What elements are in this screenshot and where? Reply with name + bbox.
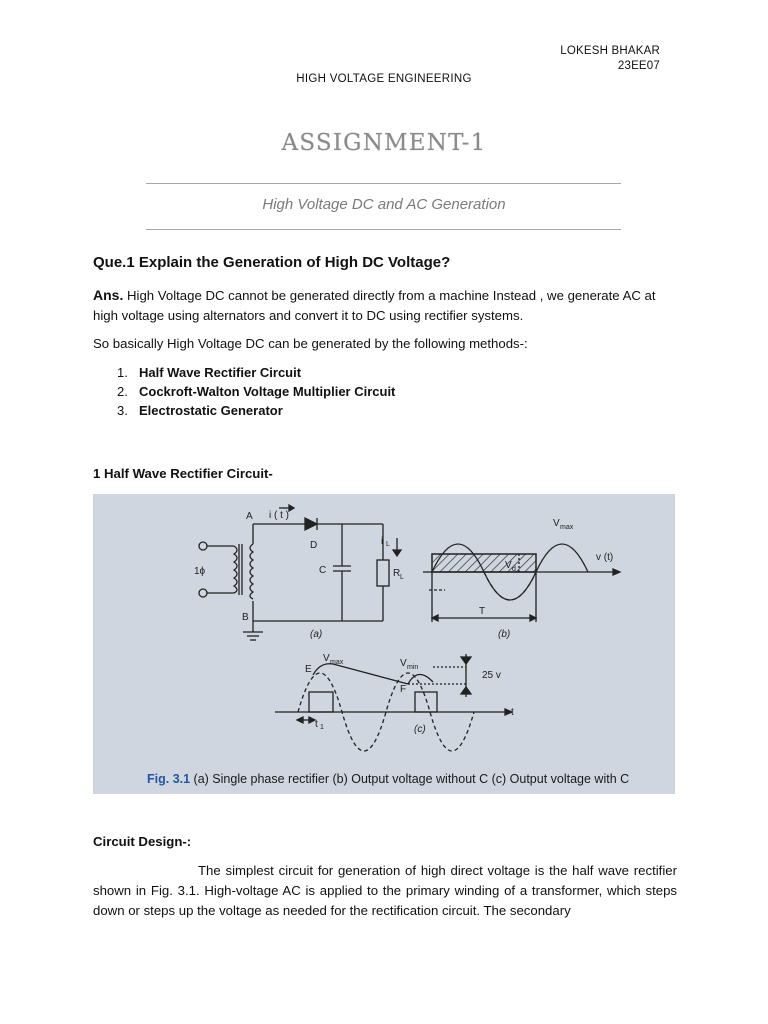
svg-text:V: V [323, 653, 330, 664]
svg-text:t: t [511, 707, 514, 718]
top-divider [146, 183, 621, 184]
rectifier-figure-svg [93, 494, 675, 794]
circuit-diagram [199, 505, 401, 640]
svg-text:V: V [400, 658, 407, 669]
svg-text:min: min [407, 664, 419, 671]
svg-text:F: F [400, 684, 407, 695]
topic-subtitle: High Voltage DC and AC Generation [262, 196, 506, 213]
svg-text:(a): (a) [310, 629, 323, 640]
bottom-divider [146, 229, 621, 230]
list-item: 1. Half Wave Rectifier Circuit [117, 365, 302, 380]
svg-text:(b): (b) [498, 629, 511, 640]
svg-text:L: L [400, 574, 404, 581]
list-item: 2. Cockroft-Walton Voltage Multiplier Circuit [117, 384, 396, 399]
circuit-design-paragraph: The simplest circuit for generation of high direct voltage is the half wave rectifier shown in Fig. 3.1. High-voltage AC is applied to the primary winding of a transformer, which steps down or steps up the voltage as needed for the rectification circuit. The secondary [93, 863, 677, 918]
svg-text:25 v: 25 v [482, 670, 501, 681]
ans-text: High Voltage DC cannot be generated directly from a machine Instead , we generate AC at high voltage using alternators and convert it to DC using rectifier systems. [93, 288, 656, 323]
list-item: 3. Electrostatic Generator [117, 403, 283, 418]
svg-text:A: A [246, 511, 253, 522]
assignment-title: ASSIGNMENT-1 [281, 130, 487, 156]
svg-text:Fig. 3.1 (a) Single phase rect: Fig. 3.1 (a) Single phase rectifier (b) Output voltage without C (c) Output voltage with C [147, 772, 630, 786]
ans-label: Ans. [93, 287, 124, 303]
question-title: Que.1 Explain the Generation of High DC Voltage? [93, 254, 451, 271]
svg-text:E: E [305, 664, 312, 675]
methods-intro: So basically High Voltage DC can be generated by the following methods-: [93, 336, 528, 351]
svg-text:R: R [393, 568, 401, 579]
section-heading: 1 Half Wave Rectifier Circuit- [93, 466, 273, 481]
author-name: LOKESH BHAKAR [560, 45, 660, 57]
svg-text:C: C [319, 565, 327, 576]
author-block [560, 44, 660, 74]
svg-text:V: V [505, 560, 512, 571]
svg-text:1: 1 [320, 724, 324, 731]
svg-text:V: V [553, 518, 560, 529]
svg-text:T: T [479, 606, 486, 617]
svg-text:i ( t ): i ( t ) [269, 510, 289, 521]
waveform-without-capacitor [423, 544, 620, 622]
svg-text:d: d [512, 566, 516, 573]
answer-paragraph [93, 285, 677, 326]
svg-text:i: i [381, 536, 384, 547]
subject-title: HIGH VOLTAGE ENGINEERING [296, 73, 472, 85]
methods-list [117, 363, 395, 420]
svg-text:max: max [330, 659, 344, 666]
figure-caption [147, 772, 629, 786]
roll-number: 23EE07 [617, 60, 660, 72]
svg-text:v (t): v (t) [596, 552, 614, 563]
svg-text:(c): (c) [414, 724, 426, 735]
circuit-design-heading: Circuit Design-: [93, 834, 192, 849]
svg-text:max: max [560, 524, 574, 531]
svg-text:D: D [310, 540, 318, 551]
svg-text:t: t [315, 719, 318, 730]
svg-text:L: L [386, 541, 390, 548]
rectifier-figure [93, 494, 675, 794]
svg-text:1ϕ: 1ϕ [194, 566, 206, 577]
svg-text:B: B [242, 612, 249, 623]
